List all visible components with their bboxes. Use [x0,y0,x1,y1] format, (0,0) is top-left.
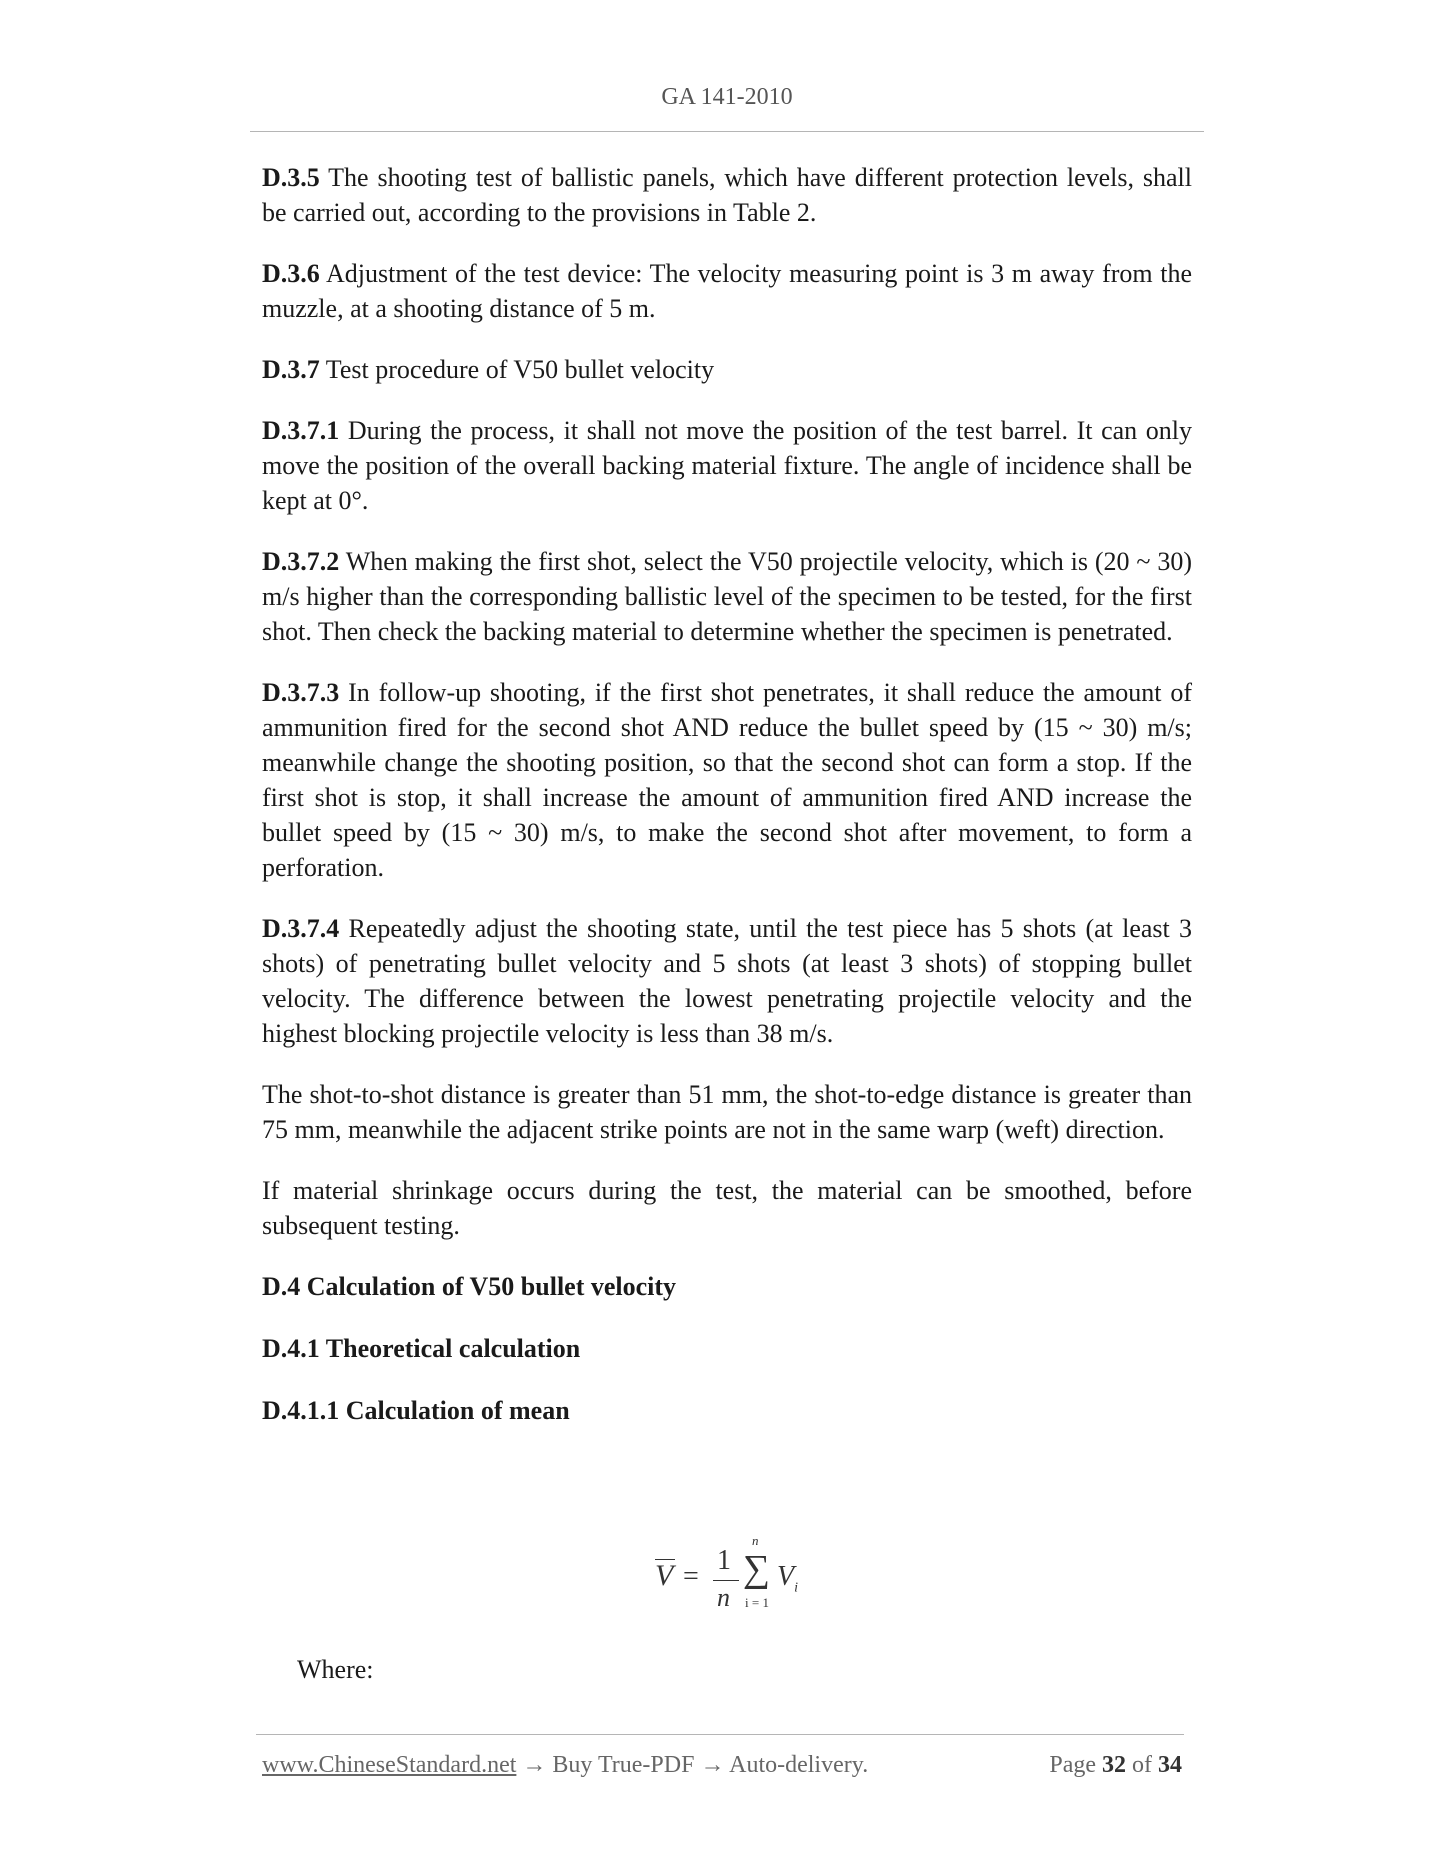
paragraph-d-3-7-4 [262,911,1192,1051]
header-divider [250,131,1204,132]
paragraph-d-3-7-3 [262,675,1192,885]
heading-d-4-1-1: D.4.1.1 Calculation of mean [262,1396,570,1425]
sum-lower-limit: i = 1 [745,1595,769,1610]
formula-equals: = [683,1561,699,1592]
page-header: GA 141-2010 [661,84,793,110]
page-counter [1049,1752,1182,1779]
paragraph-d-3-5 [262,160,1192,230]
clause-text: Adjustment of the test device: The velocity measuring point is 3 m away from the muzzle, at a shooting distance of 5 m. [262,259,1192,323]
website-link[interactable]: www.ChineseStandard.net [262,1752,517,1778]
paragraph-d-3-7-1 [262,413,1192,518]
page-footer [262,1752,1182,1779]
clause-text: The shot-to-shot distance is greater than 51 mm, the shot-to-edge distance is greater than 75 mm, meanwhile the adjacent strike points are not in the same warp (weft) direction. [262,1080,1192,1144]
clause-label: D.3.7.3 [262,678,340,707]
paragraph-shot-distance [262,1077,1192,1147]
heading-d-4-1: D.4.1 Theoretical calculation [262,1334,581,1363]
clause-label: D.3.7.4 [262,914,340,943]
fraction-bar [713,1580,739,1581]
footer-divider [256,1734,1184,1735]
page-body [262,160,1192,1455]
clause-label: D.3.7.2 [262,547,340,576]
formula-lhs: V [655,1559,674,1592]
overline-bar [655,1559,675,1560]
clause-label: D.3.7.1 [262,416,340,445]
heading-d-4: D.4 Calculation of V50 bullet velocity [262,1272,677,1301]
clause-label: D.3.6 [262,259,320,288]
paragraph-shrinkage [262,1173,1192,1243]
sum-upper-limit: n [752,1533,759,1548]
mean-formula [645,1533,845,1615]
formula-term [777,1561,798,1597]
clause-text: Repeatedly adjust the shooting state, until the test piece has 5 shots (at least 3 shots) of penetrating bullet velocity and 5 shots (at least 3 shots) of stopping bullet velocity. The difference between the lowest penetrating projectile velocity and the highest blocking projectile velocity is less than 38 m/s. [262,914,1192,1048]
paragraph-d-3-6 [262,256,1192,326]
page-word: Page [1049,1752,1096,1778]
term-subscript: i [794,1580,798,1596]
page-number: 32 [1102,1752,1126,1778]
paragraph-d-3-7 [262,352,1192,387]
clause-label: D.3.7 [262,355,320,384]
clause-label: D.3.5 [262,163,320,192]
fraction-denominator: n [717,1583,730,1612]
clause-text: Test procedure of V50 bullet velocity [319,355,715,384]
term-base: V [777,1561,795,1592]
footer-tagline: → Buy True-PDF → Auto-delivery. [516,1752,869,1778]
clause-text: When making the first shot, select the V50 projectile velocity, which is (20 ~ 30) m/s higher than the corresponding ballistic level of the specimen to be tested, for the first shot. Then check the backing material to determine whether the specimen is penetrated. [262,547,1192,646]
clause-text: The shooting test of ballistic panels, which have different protection levels, shall be carried out, according to the provisions in Table 2. [262,163,1192,227]
sigma-icon: ∑ [743,1548,771,1590]
clause-text: If material shrinkage occurs during the test, the material can be smoothed, before subsequent testing. [262,1176,1192,1240]
paragraph-d-3-7-2 [262,544,1192,649]
page-total: 34 [1158,1752,1182,1778]
where-label: Where: [297,1655,374,1684]
of-word: of [1132,1752,1152,1778]
clause-text: In follow-up shooting, if the first shot penetrates, it shall reduce the amount of ammunition fired for the second shot AND reduce the bullet speed by (15 ~ 30) m/s; meanwhile change the shooting position, so that the second shot can form a stop. If the first shot is stop, it shall increase the amount of ammunition fired AND increase the bullet speed by (15 ~ 30) m/s, to make the second shot after movement, to form a perforation. [262,678,1192,882]
clause-text: During the process, it shall not move the position of the test barrel. It can only move the position of the overall backing material fixture. The angle of incidence shall be kept at 0°. [262,416,1192,515]
fraction-numerator: 1 [717,1545,731,1576]
